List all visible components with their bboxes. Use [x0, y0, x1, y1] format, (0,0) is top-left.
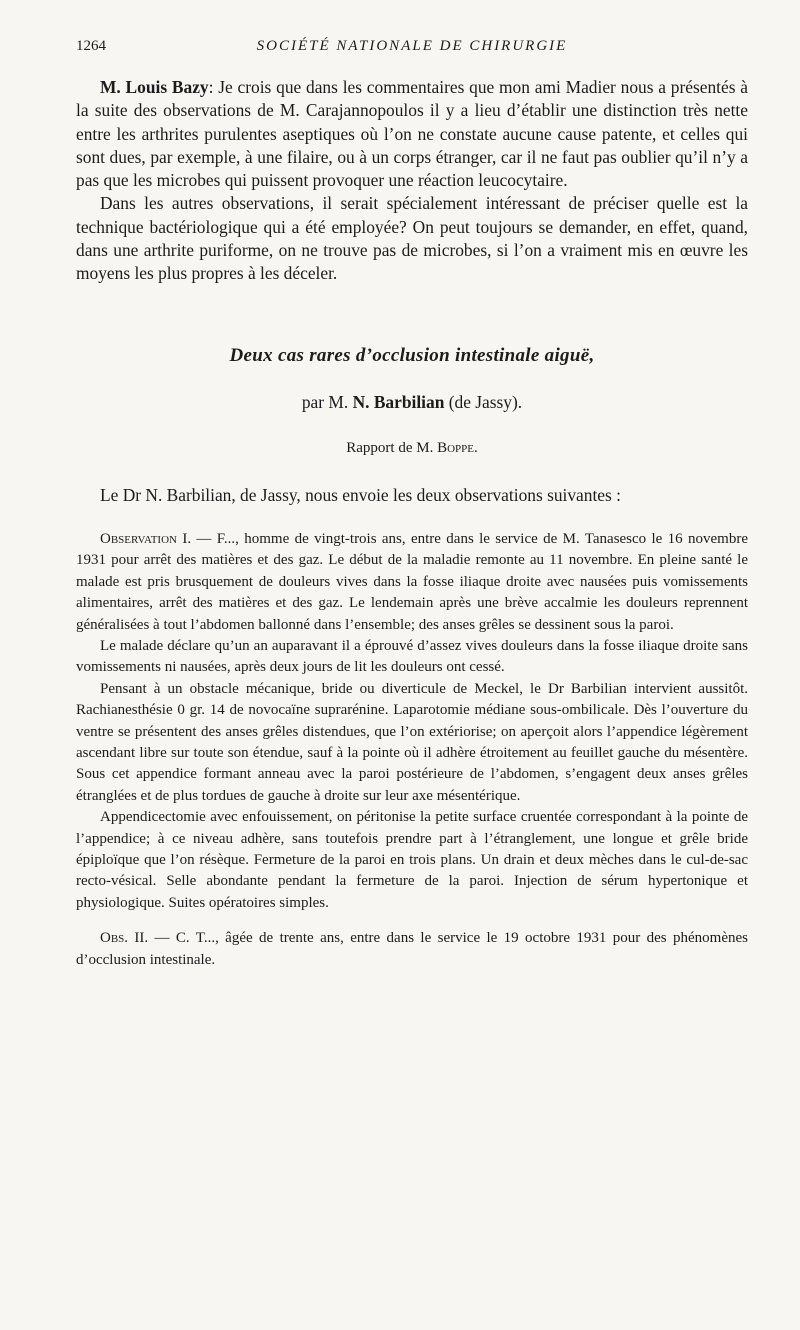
- speaker-name: M. Louis Bazy: [100, 77, 209, 97]
- running-title: SOCIÉTÉ NATIONALE DE CHIRURGIE: [256, 38, 568, 54]
- report-line: [76, 438, 748, 458]
- observation-1-paragraph-2: Le malade déclare qu’un an auparavant il a éprouvé d’assez vives douleurs dans la fosse iliaque droite sans vomissements ni nausées, après deux jours de lit les douleurs ont cessé.: [76, 638, 748, 676]
- observation-2: [76, 928, 748, 971]
- discussion-paragraph-1: [76, 76, 748, 192]
- page-body: [76, 76, 748, 971]
- byline-prefix: par M.: [301, 391, 349, 412]
- observation-1-text-1: — F..., homme de vingt-trois ans, entre dans le service de M. Tanasesco le 16 novembre 1931 pour arrêt des matières et des gaz. Le début de la maladie remonte au 11 novembre. En pleine santé le malade est pris brusquement de douleurs vives dans la fosse iliaque droite avec nausées puis vomissements alimentaires, arrêt des matières et des gaz. Le lendemain après une brève accalmie les douleurs reprennent généralisées à tout l’abdomen ballonné dans l’ensemble; des anses grêles se dessinent sous la paroi.: [76, 530, 748, 633]
- discussion-text-1: : Je crois que dans les commentaires que mon ami Madier nous a présentés à la suite des observations de M. Carajannopoulos il y a lieu d’établir une distinction très nette entre les arthrites purulentes aseptiques où l’on ne constate aucune cause patente, et celles qui sont dues, par exemple, à une filaire, ou à un corps étranger, car il ne faut pas oublier qu’il n’y a pas que les microbes qui puissent provoquer une réaction leucocytaire.: [76, 77, 748, 191]
- observation-1: [76, 529, 748, 914]
- observation-1-label: Observation I.: [100, 530, 192, 547]
- article-byline: [76, 390, 748, 414]
- report-prefix: Rapport de M.: [346, 439, 434, 456]
- article-title: Deux cas rares d’occlusion intestinale aiguë,: [229, 344, 595, 366]
- observation-2-label: Obs. II.: [100, 930, 149, 947]
- byline-affiliation: (de Jassy).: [448, 391, 523, 412]
- observation-2-paragraph-1: [76, 928, 748, 971]
- observation-1-paragraph-3: Pensant à un obstacle mécanique, bride ou diverticule de Meckel, le Dr Barbilian intervient aussitôt. Rachianesthésie 0 gr. 14 de novocaïne suprarénine. Laparotomie médiane sous-ombilicale. Dès l’ouverture du ventre se présentent des anses grêles distendues, que l’on extériorise; on aperçoit alors l’appendice légèrement ascendant libre sur toute son étendue, sauf à la pointe où il adhère étroitement au feuillet gauche du mésentère. Sous cet appendice formant anneau avec la paroi postérieure de l’abdomen, s’engagent deux anses grêles étranglées et de plus tordues de gauche à droite sur leur axe mésentérique.: [76, 680, 748, 804]
- observation-1-paragraph-4: Appendicectomie avec enfouissement, on péritonise la petite surface cruentée correspondant à la pointe de l’appendice; à ce niveau adhère, sans toutefois prendre part à l’étranglement, une longue et grêle bride épiploïque que l’on résèque. Fermeture de la paroi en trois plans. Un drain et deux mèches dans le cul-de-sac recto-vésical. Selle abondante pendant la fermeture de la paroi. Injection de sérum hypertonique et physiologique. Suites opératoires simples.: [76, 809, 748, 911]
- page-number: 1264: [76, 38, 106, 54]
- page-header: [76, 38, 748, 60]
- reporter-name: Boppe.: [437, 439, 478, 456]
- observation-2-text-1: — C. T..., âgée de trente ans, entre dans le service le 19 octobre 1931 pour des phénomènes d’occlusion intestinale.: [76, 930, 748, 968]
- observation-1-paragraph-1: [76, 529, 748, 636]
- author-name: N. Barbilian: [352, 391, 445, 412]
- article-intro: Le Dr N. Barbilian, de Jassy, nous envoie les deux observations suivantes :: [100, 484, 621, 505]
- discussion-paragraph-2: Dans les autres observations, il serait spécialement intéressant de préciser quelle est la technique bactériologique qui a été employée? On peut toujours se demander, en effet, quand, dans une arthrite puriforme, on ne trouve pas de microbes, si l’on a vraiment mis en œuvre les moyens les plus propres à les déceler.: [76, 193, 748, 284]
